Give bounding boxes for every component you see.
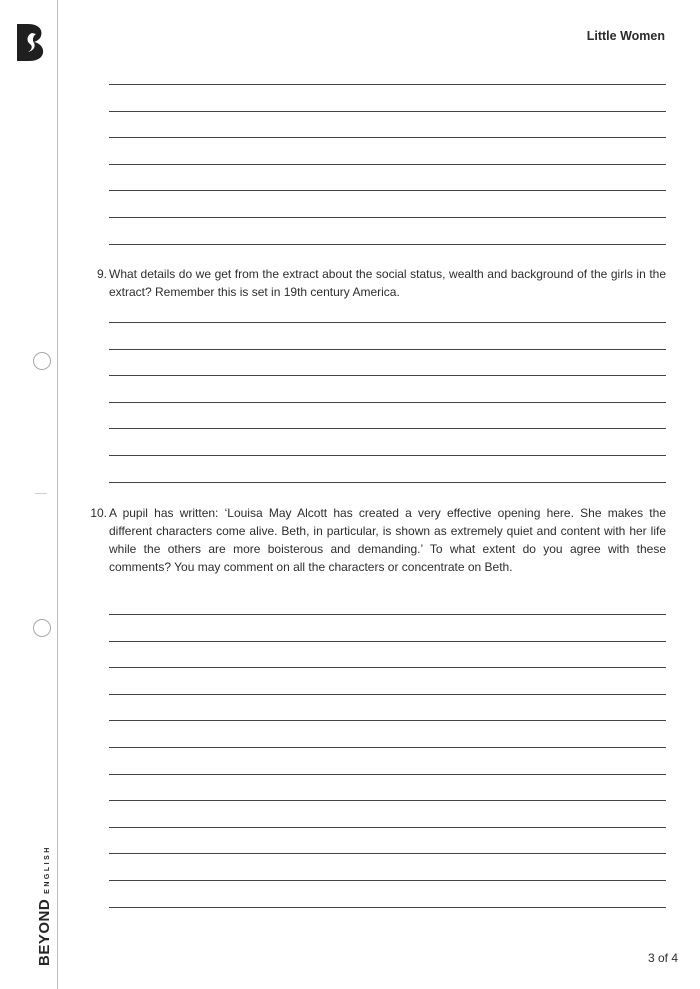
beyond-b-logo-icon (14, 22, 46, 62)
answer-line (109, 827, 666, 828)
brand-wordmark (36, 845, 53, 966)
answer-line (109, 428, 666, 429)
answer-line (109, 641, 666, 642)
answer-line (109, 111, 666, 112)
answer-line (109, 800, 666, 801)
brand-sub-text: ENGLISH (44, 845, 51, 894)
punch-hole (33, 619, 51, 637)
answer-line (109, 137, 666, 138)
answer-line (109, 720, 666, 721)
answer-line (109, 455, 666, 456)
fold-mark (35, 493, 47, 494)
question-text: A pupil has written: ‘Louisa May Alcott has created a very effective opening here. She makes the different characters come alive. Beth, in particular, is shown as extremely quiet and content with her life while the others are more boisterous and demanding.’ To what extent do you agree with these comments? You may comment on all the characters or concentrate on Beth. (109, 506, 666, 574)
question-9 (85, 265, 666, 301)
answer-line (109, 907, 666, 908)
document-title: Little Women (586, 29, 665, 43)
answer-line (109, 694, 666, 695)
answer-line (109, 217, 666, 218)
answer-line (109, 164, 666, 165)
answer-line (109, 774, 666, 775)
answer-line (109, 747, 666, 748)
margin-rule (57, 0, 58, 989)
answer-line (109, 614, 666, 615)
answer-line (109, 84, 666, 85)
answer-line (109, 349, 666, 350)
answer-line (109, 402, 666, 403)
answer-lines-q10 (109, 614, 666, 933)
answer-line (109, 853, 666, 854)
question-number: 10. (90, 506, 107, 520)
answer-line (109, 322, 666, 323)
answer-line (109, 375, 666, 376)
brand-main-text: BEYOND (36, 898, 53, 966)
answer-line (109, 190, 666, 191)
answer-line (109, 244, 666, 245)
question-10 (85, 504, 666, 576)
question-number: 9. (96, 267, 107, 281)
answer-line (109, 482, 666, 483)
answer-line (109, 880, 666, 881)
question-text: What details do we get from the extract about the social status, wealth and background of the girls in the extract? Remember this is set in 19th century America. (109, 267, 666, 299)
answer-lines-q9 (109, 322, 666, 508)
page-number: 3 of 4 (647, 951, 678, 965)
punch-hole (33, 352, 51, 370)
answer-lines-prev (109, 84, 666, 270)
answer-line (109, 667, 666, 668)
